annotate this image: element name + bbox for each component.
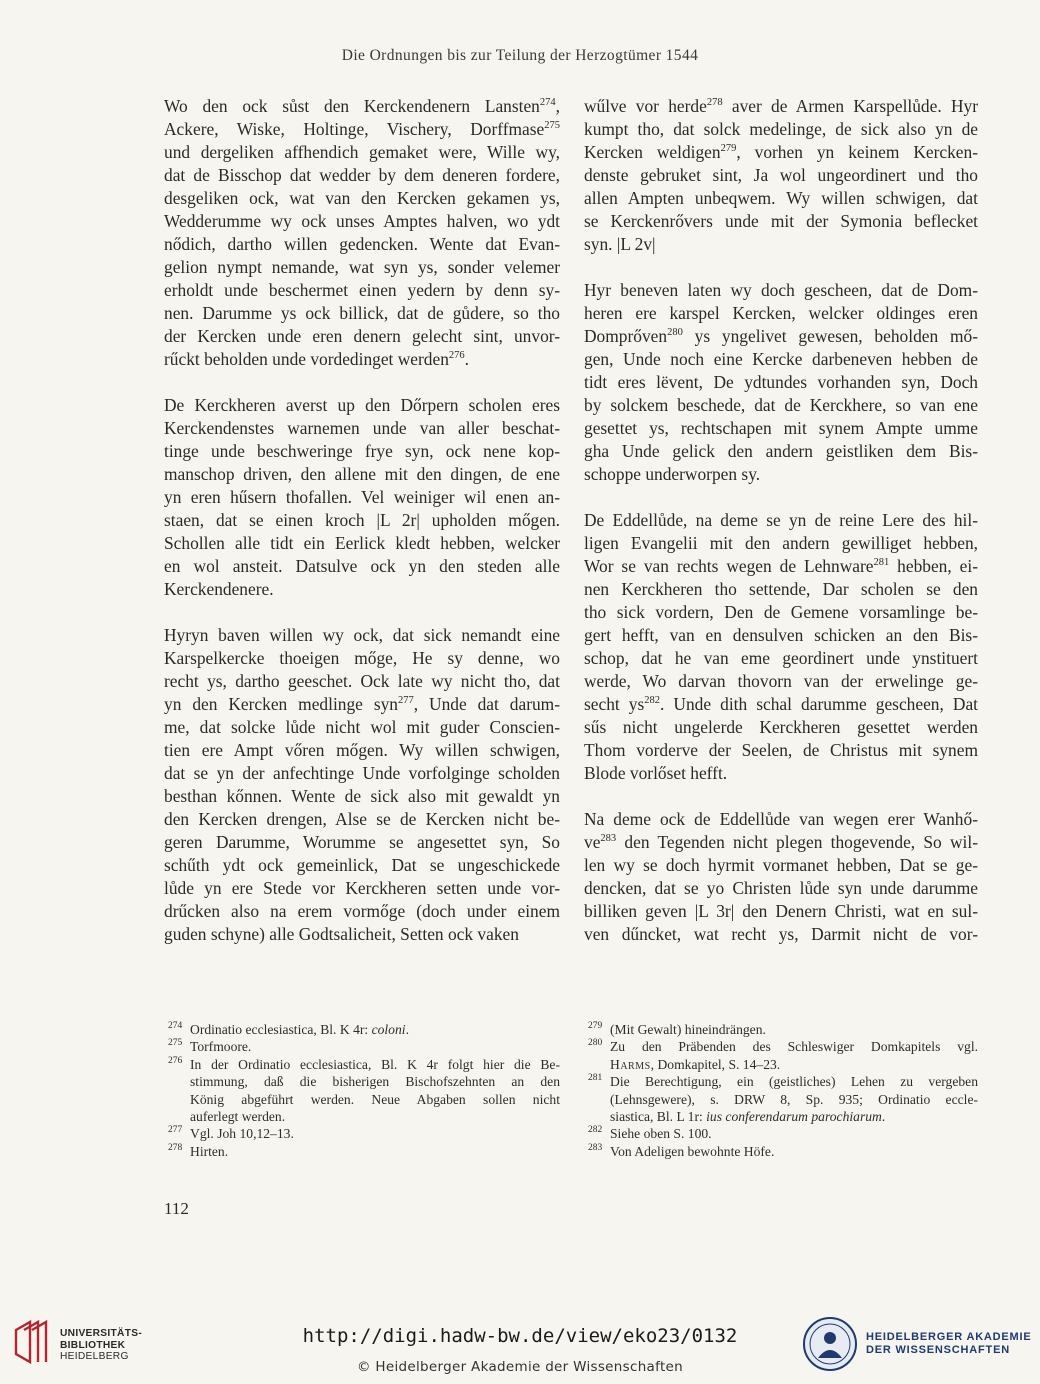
text-run: manschop driven, den allene mit den dingen, de ene xyxy=(164,464,560,484)
text-run: gelion nympt nemande, wat syn ys, sonder velemer xyxy=(164,257,560,277)
text-run: secht ys xyxy=(584,694,645,714)
text-line xyxy=(164,900,560,923)
text-run: dat de Bisschop dat wedder by dem deneren fordere, xyxy=(164,165,560,185)
text-run: Schollen alle tidt ein Eerlick kledt hebben, welcker xyxy=(164,533,560,553)
text-run: , xyxy=(555,96,560,116)
text-run: Kerckendenstes warnemen unde van aller beschat- xyxy=(164,418,560,438)
footnote-line xyxy=(190,1056,560,1073)
text-line xyxy=(584,693,978,716)
text-run: ligen Evangelii mit den andern gewilliget hebben, xyxy=(584,533,978,553)
text-run: Karspelkercke thoeigen mőge, He sy denne, wo xyxy=(164,648,560,668)
text-line xyxy=(584,647,978,670)
footnote xyxy=(164,1056,560,1126)
footnote xyxy=(164,1125,560,1142)
text-line xyxy=(164,325,560,348)
text-line xyxy=(584,762,978,785)
text-line xyxy=(164,854,560,877)
footnote xyxy=(164,1021,560,1038)
paragraph-gap xyxy=(164,601,560,624)
text-run: . xyxy=(464,349,470,369)
text-run: allen Ampten unbeqwem. Wy willen schwigen, dat xyxy=(584,188,978,208)
text-line xyxy=(164,670,560,693)
text-run: ven dűncket, wat recht ys, Darmit nicht de vor- xyxy=(584,924,978,944)
text-run: hebben, ei- xyxy=(889,556,978,576)
footnote-line xyxy=(610,1125,978,1142)
text-run: Blode vorlőset hefft. xyxy=(584,763,728,783)
text-run: len wy se doch hyrmit vormanet hebben, Dat se ge- xyxy=(584,855,978,875)
text-run: König abgeführt werden. Neue Abgaben sollen nicht xyxy=(190,1091,560,1107)
text-run: syn. |L 2v| xyxy=(584,234,656,254)
academy-line-1: HEIDELBERGER AKADEMIE xyxy=(866,1331,1032,1343)
text-line xyxy=(584,95,978,118)
text-line xyxy=(164,95,560,118)
text-line xyxy=(584,118,978,141)
text-line xyxy=(584,854,978,877)
text-line xyxy=(584,601,978,624)
page-number: 112 xyxy=(164,1199,189,1218)
footnote-line xyxy=(190,1125,560,1142)
text-line xyxy=(584,440,978,463)
text-run: desgeliken ock, wat van den Kercken gekamen ys, xyxy=(164,188,560,208)
library-line-1: UNIVERSITÄTS- xyxy=(60,1328,143,1339)
footer-bar xyxy=(0,1310,1040,1384)
text-run: gen, Unde noch eine Kercke darbeneven hebben de xyxy=(584,349,978,369)
text-run: wűlve vor herde xyxy=(584,96,707,116)
text-line xyxy=(584,532,978,555)
footnote-line xyxy=(610,1056,978,1073)
library-line-3: HEIDELBERG xyxy=(60,1351,129,1362)
text-run: und dergeliken affhendich gemaket were, Wille wy, xyxy=(164,142,560,162)
text-line xyxy=(584,141,978,164)
text-line xyxy=(584,164,978,187)
text-line xyxy=(164,877,560,900)
text-line xyxy=(164,647,560,670)
footnote-ref[interactable]: 277 xyxy=(397,695,414,706)
text-run: gha Unde gelick den andern geistliken dem Bis- xyxy=(584,441,978,461)
footnote-line xyxy=(190,1021,560,1038)
text-line xyxy=(584,578,978,601)
text-line xyxy=(584,279,978,302)
text-line xyxy=(584,417,978,440)
text-line xyxy=(164,578,560,601)
text-line xyxy=(584,624,978,647)
academy-name xyxy=(866,1331,1032,1357)
text-line xyxy=(164,440,560,463)
text-run: Ackere, Wiske, Holtinge, Vischery, Dorffmase xyxy=(164,119,545,139)
footnote xyxy=(584,1143,978,1160)
text-run: yn eren hűsern thofallen. Vel weiniger wil enen an- xyxy=(164,487,560,507)
text-run: Die Berechtigung, ein (geistliches) Lehen zu vergeben xyxy=(610,1074,978,1090)
text-run: Hirten. xyxy=(190,1143,229,1159)
footnote-line xyxy=(190,1073,560,1090)
footnote-line xyxy=(610,1108,978,1125)
text-run: (Mit Gewalt) hineindrängen. xyxy=(610,1022,766,1037)
academy-line-2: DER WISSENSCHAFTEN xyxy=(866,1344,1010,1356)
academy-seal-icon xyxy=(802,1316,858,1372)
text-run: Kercken weldigen xyxy=(584,142,721,162)
text-line xyxy=(164,302,560,325)
text-run: yn den Kercken medlinge syn xyxy=(164,694,398,714)
text-run: recht ys, dartho geeschet. Ock late wy nicht tho, dat xyxy=(164,671,560,691)
text-run: drűcken also na erem vormőge (doch under einem xyxy=(164,901,560,921)
text-run: Hyryn baven willen wy ock, dat sick nemandt eine xyxy=(164,625,560,645)
right-text-column xyxy=(584,95,978,946)
text-line xyxy=(584,900,978,923)
text-run: auferlegt werden. xyxy=(190,1109,286,1125)
text-run: denste gebruket sint, Ja wol ungeordinert und tho xyxy=(584,165,978,185)
text-run: (Lehnsgewere), s. DRW 8, Sp. 935; Ordinatio eccle- xyxy=(610,1091,978,1107)
text-run: den Kercken drengen, Alse se de Kercken nicht be- xyxy=(164,809,560,829)
text-run: Wor se van rechts wegen de Lehnware xyxy=(584,556,874,576)
paragraph-gap xyxy=(584,256,978,279)
footnote-number: 283 xyxy=(588,1142,603,1153)
footnote-number: 278 xyxy=(168,1142,183,1153)
text-run: . Unde dith schal darumme gescheen, Dat xyxy=(660,694,979,714)
text-line xyxy=(584,509,978,532)
text-line xyxy=(164,532,560,555)
italic-text: coloni xyxy=(371,1022,406,1037)
footnote-line xyxy=(190,1091,560,1108)
footnotes-right xyxy=(584,1021,978,1160)
text-run: Domprőven xyxy=(584,326,668,346)
text-run: stimmung, daß die bisherigen Bischofszehnten an den xyxy=(190,1074,560,1090)
author-name: Harms xyxy=(610,1056,651,1072)
running-title: Die Ordnungen bis zur Teilung der Herzogtümer 1544 xyxy=(341,47,699,64)
footnote xyxy=(584,1038,978,1073)
italic-text: ius conferendarum parochiarum xyxy=(706,1109,882,1125)
text-line xyxy=(584,210,978,233)
footnote-line xyxy=(610,1038,978,1055)
footnote-ref[interactable]: 278 xyxy=(706,97,723,108)
text-line xyxy=(584,670,978,693)
text-run: , Unde dat darum- xyxy=(413,694,560,714)
text-run: Vgl. Joh 10,12–13. xyxy=(190,1126,294,1142)
text-line xyxy=(164,279,560,302)
text-run: siastica, Bl. L 1r: xyxy=(610,1109,707,1125)
text-run: Torfmoore. xyxy=(190,1039,252,1055)
footnote-number: 282 xyxy=(588,1125,603,1136)
text-run: Thom vorderve der Seelen, de Christus mit synem xyxy=(584,740,978,760)
text-line xyxy=(164,348,560,371)
footnote-ref[interactable]: 275 xyxy=(544,120,560,131)
footnote-ref[interactable]: 283 xyxy=(600,833,617,844)
text-run: gert hefft, van en densulven schicken an den Bis- xyxy=(584,625,978,645)
text-line xyxy=(164,509,560,532)
footnote-number: 276 xyxy=(168,1055,183,1066)
text-run: tidt eres lëvent, De ydtundes vorhanden syn, Doch xyxy=(584,372,978,392)
footnote xyxy=(164,1143,560,1160)
text-run: tinge unde beschweringe frye syn, ock nene kop- xyxy=(164,441,560,461)
text-run: schop, dat he van eme geordinert unde ynstituert xyxy=(584,648,978,668)
paragraph-gap xyxy=(584,486,978,509)
text-run: De Kerckheren averst up den Dőrpern scholen eres xyxy=(164,395,560,415)
footnote-ref[interactable]: 279 xyxy=(720,143,737,154)
footnote xyxy=(584,1125,978,1142)
text-line xyxy=(584,923,978,946)
text-run: Von Adeligen bewohnte Höfe. xyxy=(610,1143,775,1159)
text-run: by solckem beschede, dat de Kerckhere, so van ene xyxy=(584,395,978,415)
library-line-2: BIBLIOTHEK xyxy=(60,1339,126,1351)
text-line xyxy=(164,233,560,256)
text-line xyxy=(164,785,560,808)
text-run: billiken geven |L 3r| den Denern Christi, wat en sul- xyxy=(584,901,978,921)
text-run: , Domkapitel, S. 14–23. xyxy=(650,1056,781,1072)
text-line xyxy=(164,417,560,440)
text-run: Hyr beneven laten wy doch gescheen, dat de Dom- xyxy=(584,280,978,300)
text-line xyxy=(164,555,560,578)
text-line xyxy=(164,693,560,716)
text-run: heren ere karspel Kercken, welcker oldinges eren xyxy=(584,303,978,323)
text-run: guden schyne) alle Godtsalicheit, Setten ock vaken xyxy=(164,924,519,944)
text-run: In der Ordinatio ecclesiastica, Bl. K 4r folgt hier die Be- xyxy=(190,1056,560,1072)
footnote-number: 274 xyxy=(168,1021,183,1031)
footnote-ref[interactable]: 274 xyxy=(539,97,556,108)
footnote-number: 275 xyxy=(168,1038,183,1049)
text-run: schűth ydt ock gemeinlick, Dat se ungeschickede xyxy=(164,855,560,875)
text-run: geren Darumme, Worumme se angesettet syn, So xyxy=(164,832,560,852)
text-run: erholdt unde beschermet einen yedern by denn sy- xyxy=(164,280,560,300)
footnote-number: 279 xyxy=(588,1021,603,1031)
text-run: staen, dat se einen kroch |L 2r| upholden mőgen. xyxy=(164,510,560,530)
text-run: besthan kőnnen. Wente de sick also mit gewaldt yn xyxy=(164,786,560,806)
paragraph-gap xyxy=(584,785,978,808)
text-line xyxy=(584,187,978,210)
text-line xyxy=(584,233,978,256)
text-line xyxy=(164,164,560,187)
text-run: ys yngelivet gewesen, beholden mő- xyxy=(682,326,978,346)
footnote-ref[interactable]: 280 xyxy=(667,327,683,338)
text-run: Kerckendenere. xyxy=(164,579,274,599)
text-run: Wedderumme wy ock unses Amptes halven, wo ydt xyxy=(164,211,560,231)
footnote xyxy=(584,1073,978,1125)
text-line xyxy=(164,210,560,233)
text-run: me, dat solcke lůde nicht wol mit guder Conscien- xyxy=(164,717,560,737)
text-run: tho sick vordern, Den de Gemene vorsamlinge be- xyxy=(584,602,978,622)
text-run: der Kercken unde eren denern gelecht sint, unvor- xyxy=(164,326,560,346)
text-line xyxy=(584,808,978,831)
text-run: aver de Armen Karspellůde. Hyr xyxy=(722,96,979,116)
text-run: werde, Wo darvan thovorn van der erwelinge ge- xyxy=(584,671,978,691)
text-line xyxy=(164,739,560,762)
text-run: ve xyxy=(584,832,601,852)
footnotes-left xyxy=(164,1021,560,1160)
text-line xyxy=(164,187,560,210)
text-run: kumpt tho, dat solck medelinge, de sick also yn de xyxy=(584,119,978,139)
text-line xyxy=(584,716,978,739)
text-run: gesettet ys, rechtschapen mit synem Ampte umme xyxy=(584,418,978,438)
text-run: Wo den ock sůst den Kerckendenern Lansten xyxy=(164,96,540,116)
text-line xyxy=(584,739,978,762)
text-run: dencken, dat se yo Christen lůde syn unde darumme xyxy=(584,878,978,898)
text-line xyxy=(584,302,978,325)
footnote-ref[interactable]: 276 xyxy=(448,350,465,361)
footnote-number: 277 xyxy=(168,1125,183,1136)
text-line xyxy=(164,808,560,831)
footnote xyxy=(164,1038,560,1055)
footnote xyxy=(584,1021,978,1038)
text-run: Ordinatio ecclesiastica, Bl. K 4r: xyxy=(190,1022,372,1037)
footnote-line xyxy=(190,1143,560,1160)
text-run: den Tegenden nicht plegen thogevende, So wil- xyxy=(616,832,978,852)
paragraph-gap xyxy=(164,371,560,394)
text-line xyxy=(584,877,978,900)
text-run: nődich, dartho willen gedencken. Wente dat Evan- xyxy=(164,234,560,254)
text-run: nen. Darumme ys ock billick, dat de gůdere, so tho xyxy=(164,303,560,323)
text-run: Siehe oben S. 100. xyxy=(610,1126,712,1142)
text-line xyxy=(164,831,560,854)
text-run: sűs nicht ungelerde Kerckheren gesettet werden xyxy=(584,717,978,737)
text-run: . xyxy=(405,1022,409,1037)
text-line xyxy=(164,141,560,164)
text-line xyxy=(164,624,560,647)
text-line xyxy=(164,394,560,417)
text-line xyxy=(584,831,978,854)
text-line xyxy=(584,371,978,394)
copyright-notice: © Heidelberger Akademie der Wissenschaften xyxy=(357,1359,683,1375)
text-line xyxy=(584,555,978,578)
text-run: se Kerckenrővers unde mit der Symonia beflecket xyxy=(584,211,978,231)
footnote-line xyxy=(190,1108,560,1125)
text-run: Zu den Präbenden des Schleswiger Domkapitels vgl. xyxy=(610,1039,978,1055)
footnote-line xyxy=(610,1073,978,1090)
text-run: lůde yn ere Stede vor Kerckheren setten unde vor- xyxy=(164,878,560,898)
text-line xyxy=(164,716,560,739)
text-run: dat se yn der anfechtinge Unde vorfolginge scholden xyxy=(164,763,560,783)
footnote-number: 280 xyxy=(588,1038,603,1049)
footnote-ref[interactable]: 281 xyxy=(873,557,890,568)
footnote-line xyxy=(190,1038,560,1055)
text-run: rűckt beholden unde vordedinget werden xyxy=(164,349,449,369)
footnote-line xyxy=(610,1021,978,1038)
permalink-url[interactable]: http://digi.hadw-bw.de/view/eko23/0132 xyxy=(302,1325,738,1347)
text-run: . xyxy=(881,1109,886,1125)
text-line xyxy=(164,486,560,509)
text-run: nen Kerckheren tho settende, Dar scholen se den xyxy=(584,579,978,599)
text-line xyxy=(164,118,560,141)
text-run: en wol ansteit. Datsulve ock yn den steden alle xyxy=(164,556,560,576)
text-run: , vorhen yn keinem Kercken- xyxy=(736,142,979,162)
text-line xyxy=(164,762,560,785)
footnote-line xyxy=(610,1091,978,1108)
text-run: Na deme ock de Eddellůde van wegen erer Wanhő- xyxy=(584,809,978,829)
text-line xyxy=(164,256,560,279)
footnote-ref[interactable]: 282 xyxy=(644,695,661,706)
text-run: schoppe underworpen sy. xyxy=(584,464,761,484)
text-line xyxy=(584,348,978,371)
footnote-line xyxy=(610,1143,978,1160)
text-line xyxy=(164,463,560,486)
left-text-column xyxy=(164,95,560,946)
footnote-number: 281 xyxy=(588,1073,603,1084)
text-run: De Eddellůde, na deme se yn de reine Lere des hil- xyxy=(584,510,978,530)
text-line xyxy=(164,923,560,946)
text-line xyxy=(584,394,978,417)
text-line xyxy=(584,325,978,348)
text-line xyxy=(584,463,978,486)
text-run: tien ere Ampt vőren mőgen. Wy willen schwigen, xyxy=(164,740,560,760)
